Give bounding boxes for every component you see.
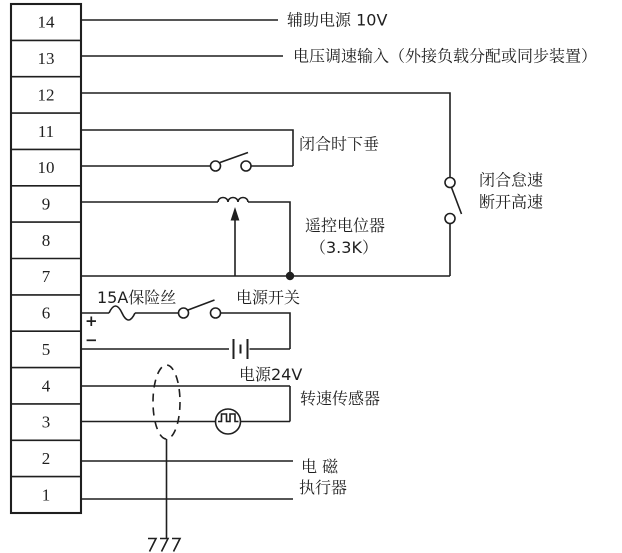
wiper-arrowhead: [231, 207, 240, 221]
terminal-number-5: 5: [41, 339, 51, 359]
power-switch-symbol: [179, 300, 221, 318]
droop-switch: [211, 153, 252, 172]
label-polarity-minus: −: [85, 331, 98, 349]
wire-labels: [85, 11, 597, 498]
terminal-block: [11, 4, 81, 513]
fuse-symbol: [109, 306, 135, 320]
label-voltage-speed-input: 电压调速输入（外接负载分配或同步装置）: [293, 46, 598, 66]
label-speed-sensor: 转速传感器: [300, 389, 381, 408]
wire-terminal-11: [81, 130, 293, 166]
label-idle-switch-line1: 闭合怠速: [479, 170, 544, 190]
label-idle-switch-line2: 断开高速: [479, 192, 544, 212]
idle-switch-contact-top: [445, 178, 455, 188]
label-fuse: 15A保险丝: [97, 288, 177, 307]
terminal-number-2: 2: [41, 449, 51, 468]
label-actuator-line1: 电 磁: [301, 457, 339, 476]
terminal-number-7: 7: [41, 267, 51, 287]
droop-switch-contact-left: [211, 161, 221, 171]
terminal-number-3: 3: [41, 412, 51, 432]
terminal-number-8: 8: [41, 230, 51, 250]
label-power-switch: 电源开关: [236, 288, 301, 307]
label-potentiometer: 遥控电位器: [305, 216, 386, 235]
wire-terminal-12: [81, 93, 450, 177]
diagram-lines: [11, 4, 462, 552]
terminal-number-1: 1: [41, 485, 51, 505]
terminal-number-14: 14: [37, 12, 55, 32]
potentiometer-winding: [218, 198, 248, 203]
cable-shield-ellipse: [153, 365, 180, 439]
potentiometer-wiper-arrow: [231, 207, 240, 276]
idle-speed-switch: [445, 178, 462, 224]
terminal-number-4: 4: [41, 376, 51, 396]
power-switch-right-wire: [221, 313, 291, 349]
label-polarity-plus: +: [85, 312, 98, 330]
label-aux-power: 辅助电源 10V: [287, 10, 388, 30]
label-potentiometer-value: （3.3K）: [310, 238, 378, 257]
label-actuator-line2: 执行器: [299, 478, 348, 497]
battery-symbol: [234, 339, 248, 359]
terminal-number-6: 6: [41, 303, 51, 323]
droop-switch-contact-right: [241, 161, 251, 171]
junction-dot: [286, 272, 294, 280]
power-switch-contact-left: [179, 308, 189, 318]
idle-switch-contact-bottom: [445, 214, 455, 224]
terminal-number-13: 13: [37, 49, 55, 68]
power-switch-blade: [188, 300, 215, 310]
terminal-number-11: 11: [37, 121, 55, 141]
power-switch-contact-right: [211, 308, 221, 318]
ground-symbol-icon: [148, 539, 180, 552]
terminal-number-9: 9: [41, 194, 51, 214]
terminal-number-10: 10: [37, 158, 55, 178]
terminal-number-12: 12: [37, 85, 55, 105]
speed-sensor-symbol: [216, 409, 241, 434]
idle-switch-blade: [452, 188, 462, 215]
potentiometer-right-branch: [248, 202, 290, 276]
terminal-block-dividers: [11, 40, 81, 476]
label-battery-24v: 电源24V: [239, 365, 303, 384]
label-droop-switch: 闭合时下垂: [299, 134, 380, 154]
